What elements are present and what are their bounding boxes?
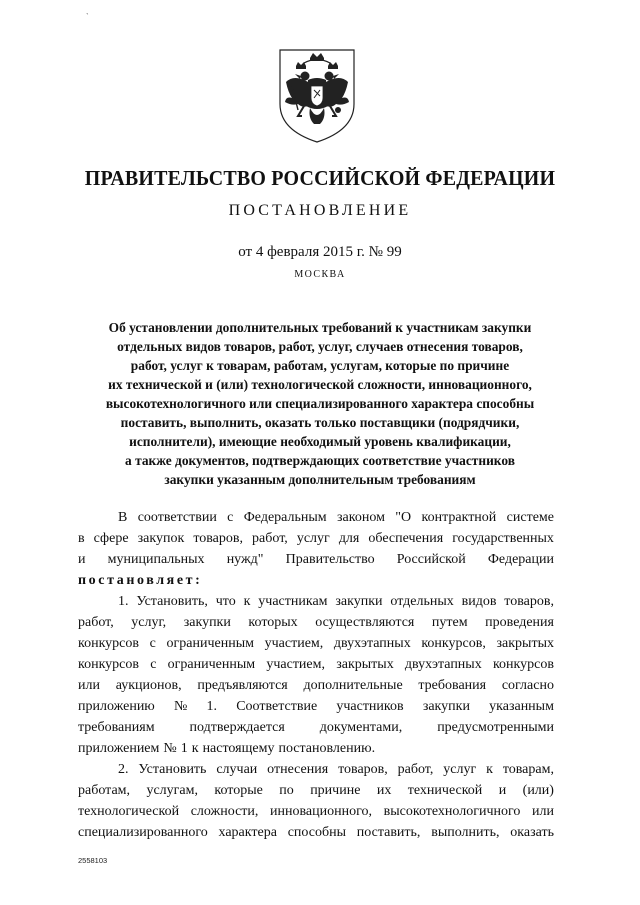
- word: сфере: [93, 531, 129, 546]
- word: что: [215, 594, 236, 609]
- word: Российской: [396, 552, 466, 567]
- word: настоящему: [202, 741, 275, 756]
- word: специализированного: [78, 825, 208, 840]
- word: законом: [337, 510, 385, 525]
- word: или: [78, 678, 100, 693]
- body-line: [78, 570, 554, 591]
- word: 2.: [118, 762, 129, 777]
- word: соответствии: [137, 510, 217, 525]
- word: товаров,: [193, 531, 243, 546]
- word: государственных: [452, 531, 554, 546]
- word: работ,: [252, 531, 288, 546]
- word: аукционов,: [115, 678, 182, 693]
- word: оказать: [510, 825, 554, 840]
- word: путем: [431, 615, 468, 630]
- word: услуг,: [131, 615, 167, 630]
- word: сложности,: [190, 804, 259, 819]
- word: способны: [287, 825, 346, 840]
- document-title: [70, 318, 570, 489]
- title-line: поставить, выполнить, оказать только поставщики (подрядчики,: [120, 415, 520, 430]
- document-body: [78, 507, 554, 843]
- title-line: а также документов, подтверждающих соответствие участников: [125, 453, 515, 468]
- word: контрактной: [421, 510, 497, 525]
- word: конкурсов: [78, 636, 140, 651]
- body-line: [78, 696, 554, 717]
- city: МОСКВА: [294, 269, 346, 280]
- word: инновационного,: [270, 804, 373, 819]
- word: товаров,: [338, 762, 388, 777]
- word: №: [163, 741, 177, 756]
- word: участием,: [266, 657, 325, 672]
- word: двухэтапных: [333, 636, 411, 651]
- word: требования: [418, 678, 487, 693]
- word: проведения: [485, 615, 554, 630]
- resolves-word: постановляет:: [78, 573, 203, 588]
- word: поставить,: [356, 825, 421, 840]
- title-line: отдельных видов товаров, работ, услуг, случаев отнесения товаров,: [117, 339, 523, 354]
- body-line: [78, 780, 554, 801]
- word: 1: [180, 741, 188, 756]
- word: отнесения: [267, 762, 329, 777]
- word: предъявляются: [197, 678, 288, 693]
- word: видов: [461, 594, 497, 609]
- word: отдельных: [390, 594, 454, 609]
- word: и: [78, 552, 86, 567]
- body-line: [78, 738, 554, 759]
- word: в: [78, 531, 85, 546]
- word: дополнительные: [303, 678, 403, 693]
- word: указанным: [489, 699, 554, 714]
- word: требованиям: [78, 720, 155, 735]
- word: двухэтапных: [404, 657, 482, 672]
- word: их: [376, 783, 392, 798]
- word: работ,: [397, 762, 434, 777]
- word: №: [173, 699, 188, 714]
- word: участием,: [264, 636, 324, 651]
- russian-coat-of-arms-icon: [274, 46, 360, 144]
- title-line: работ, услуг к товарам, работам, услугам, которые по причине: [130, 358, 510, 373]
- word: "О: [395, 510, 412, 525]
- word: приложением: [78, 741, 160, 756]
- word: предусмотренными: [437, 720, 554, 735]
- document-type: ПОСТАНОВЛЕНИЕ: [228, 202, 412, 219]
- word: 1.: [118, 594, 129, 609]
- word: работ,: [78, 615, 114, 630]
- word: муниципальных: [107, 552, 205, 567]
- title-line: высокотехнологичного или специализированного характера способны: [105, 396, 535, 411]
- word: с: [150, 657, 157, 672]
- word: обеспечения: [368, 531, 444, 546]
- body-line: [78, 675, 554, 696]
- body-line: [78, 633, 554, 654]
- word: Соответствие: [236, 699, 318, 714]
- word: которые: [214, 783, 263, 798]
- word: 1.: [206, 699, 218, 714]
- word: к: [243, 594, 251, 609]
- document-code: 2558103: [78, 856, 108, 865]
- body-line: [78, 801, 554, 822]
- scan-mark: `: [86, 12, 89, 21]
- word: ограниченным: [166, 636, 254, 651]
- word: закрытых: [496, 636, 554, 651]
- body-line: [78, 717, 554, 738]
- word: документами,: [319, 720, 403, 735]
- title-line: Об установлении дополнительных требований к участникам закупки: [108, 320, 532, 335]
- word: к: [486, 762, 493, 777]
- word: подтверждается: [189, 720, 285, 735]
- word: которых: [248, 615, 298, 630]
- word: системе: [506, 510, 554, 525]
- word: В: [118, 510, 128, 525]
- body-line: [78, 654, 554, 675]
- word: Установить: [138, 762, 207, 777]
- body-line: [78, 507, 554, 528]
- word: ограниченным: [167, 657, 256, 672]
- word: Федеральным: [243, 510, 327, 525]
- word: технической: [407, 783, 483, 798]
- body-line: [78, 612, 554, 633]
- word: Установить,: [136, 594, 208, 609]
- word: выполнить,: [431, 825, 500, 840]
- word: приложению: [78, 699, 155, 714]
- word: закупки: [183, 615, 231, 630]
- title-line: закупки указанным дополнительным требованиям: [164, 472, 476, 487]
- word: закупок: [137, 531, 185, 546]
- word: согласно: [501, 678, 554, 693]
- date-and-number: от 4 февраля 2015 г. № 99: [238, 244, 402, 260]
- word: технологической: [78, 804, 180, 819]
- word: Федерации: [487, 552, 554, 567]
- word: Правительство: [285, 552, 375, 567]
- word: высокотехнологичного: [383, 804, 521, 819]
- word: закупки: [422, 699, 470, 714]
- word: нужд": [226, 552, 264, 567]
- body-line: [78, 759, 554, 780]
- word: или: [532, 804, 554, 819]
- word: закупки: [335, 594, 383, 609]
- body-line: [78, 528, 554, 549]
- word: к: [191, 741, 199, 756]
- word: закрытых: [336, 657, 394, 672]
- word: с: [227, 510, 234, 525]
- word: (или): [522, 783, 554, 798]
- word: и: [498, 783, 507, 798]
- body-line: [78, 591, 554, 612]
- word: участников: [336, 699, 404, 714]
- word: конкурсов: [492, 657, 554, 672]
- word: осуществляются: [315, 615, 415, 630]
- word: случаи: [216, 762, 258, 777]
- word: постановлению.: [278, 741, 376, 756]
- word: конкурсов,: [421, 636, 486, 651]
- word: работам,: [78, 783, 131, 798]
- word: для: [338, 531, 360, 546]
- word: с: [149, 636, 156, 651]
- word: услуг: [443, 762, 477, 777]
- body-line: [78, 822, 554, 843]
- word: причине: [310, 783, 361, 798]
- title-line: их технической и (или) технологической сложности, инновационного,: [108, 377, 532, 392]
- word: услуг: [296, 531, 330, 546]
- word: услугам,: [146, 783, 198, 798]
- word: характера: [218, 825, 277, 840]
- word: конкурсов: [78, 657, 140, 672]
- title-line: исполнители), имеющие необходимый уровень квалификации,: [129, 434, 511, 449]
- word: участникам: [258, 594, 328, 609]
- body-line: [78, 549, 554, 570]
- government-heading: ПРАВИТЕЛЬСТВО РОССИЙСКОЙ ФЕДЕРАЦИИ: [84, 166, 556, 190]
- word: товарам,: [502, 762, 554, 777]
- word: товаров,: [504, 594, 554, 609]
- word: по: [279, 783, 294, 798]
